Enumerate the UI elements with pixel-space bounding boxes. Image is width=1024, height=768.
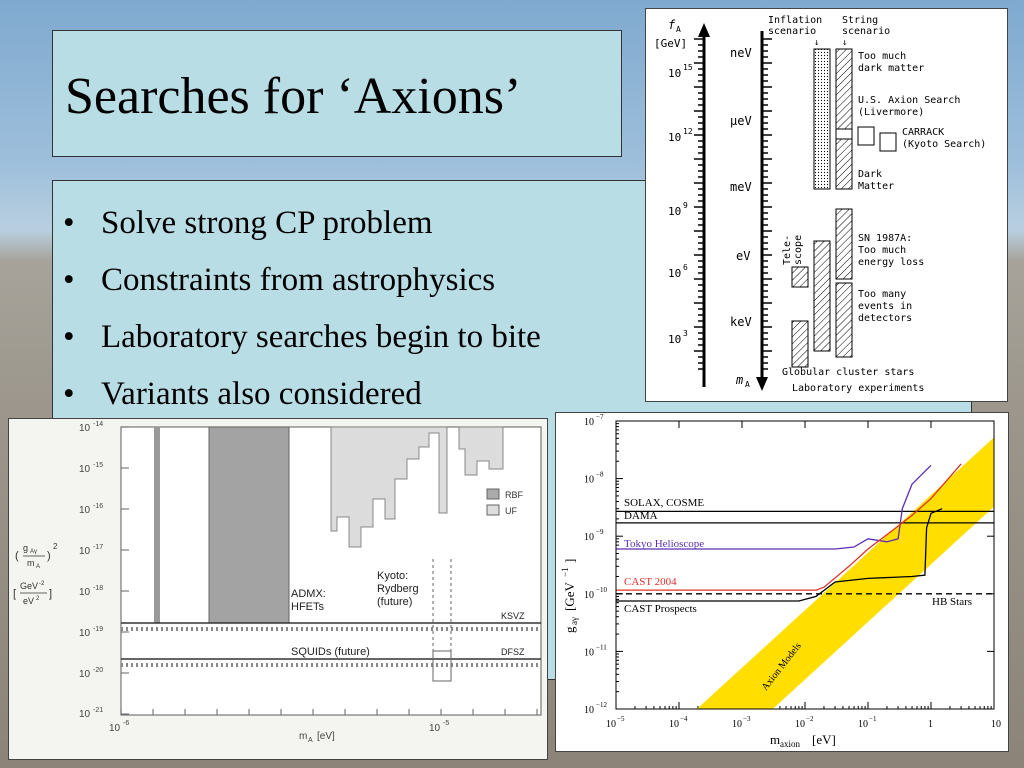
axion-models-band — [679, 420, 1008, 751]
admx-excluded-region — [209, 427, 289, 623]
mass-tick: meV — [730, 180, 752, 194]
fa-axis-sub: A — [676, 25, 681, 34]
svg-text:g: g — [562, 626, 577, 633]
us-search-box — [836, 129, 852, 139]
ma-axis-label: m — [736, 373, 744, 387]
range-labels — [782, 51, 986, 394]
mass-tick: keV — [730, 315, 752, 329]
legend-uf-swatch — [487, 505, 499, 515]
y-tick: 10 — [79, 546, 91, 557]
y-tick-exp: -15 — [93, 462, 104, 469]
cast-y-tick-labels — [584, 413, 607, 716]
svg-text:[: [ — [13, 588, 17, 600]
y-tick-exp: -20 — [93, 667, 104, 674]
legend-uf-label: UF — [505, 506, 517, 516]
svg-text:m: m — [27, 558, 35, 568]
y-tick-label: 10 — [584, 647, 594, 659]
fa-tick-exp: 15 — [683, 63, 693, 72]
telescope-bar — [792, 267, 808, 287]
label-solax: SOLAX, COSME — [624, 497, 705, 509]
bullet-item: • Constraints from astrophysics — [63, 252, 541, 309]
sn1987a-bar — [836, 209, 852, 279]
lab-bar — [792, 321, 808, 367]
carrack-box-b — [880, 133, 896, 151]
y-tick-exp: -21 — [93, 707, 104, 714]
label-carrack: (Kyoto Search) — [902, 139, 987, 150]
svg-text:(: ( — [15, 550, 19, 562]
label-us-search: (Livermore) — [858, 107, 925, 118]
coupling-diagram — [9, 419, 547, 759]
svg-text:−1: −1 — [560, 567, 570, 577]
label-too-much-dm: dark matter — [858, 63, 925, 74]
legend-rbf-swatch — [487, 489, 499, 499]
label-too-many: events in — [858, 301, 913, 312]
mass-tick-labels — [730, 46, 752, 329]
cast-x-tick-labels — [606, 715, 1001, 730]
label-telescope: scope — [793, 234, 804, 265]
label-string: String — [842, 15, 879, 26]
svg-text:eV: eV — [23, 596, 35, 606]
svg-text:GeV: GeV — [20, 581, 39, 591]
label-too-many: detectors — [858, 313, 913, 324]
y-tick: 10 — [79, 669, 91, 680]
x-tick-label: 10 — [991, 719, 1001, 730]
svg-text:A: A — [36, 564, 41, 570]
ma-axis-arrow-icon — [756, 377, 768, 391]
label-us-search: U.S. Axion Search — [858, 95, 961, 106]
y-tick: 10 — [79, 464, 91, 475]
fa-tick-exp: 3 — [683, 329, 688, 338]
y-tick-exp: −11 — [596, 643, 607, 652]
y-tick-label: 10 — [584, 705, 594, 716]
svg-text:Aγ: Aγ — [30, 549, 38, 555]
label-sn1987a: energy loss — [858, 257, 925, 268]
mass-tick: eV — [736, 249, 751, 263]
label-dark-matter: Dark — [858, 169, 883, 180]
label-too-much-dm: Too much — [858, 51, 907, 62]
x-tick-exp: −2 — [806, 715, 814, 723]
fa-tick: 10 — [668, 67, 682, 80]
bullet-dot-icon: • — [63, 376, 75, 412]
label-admx: HFETs — [291, 601, 324, 613]
y-tick: 10 — [79, 505, 91, 516]
string-range-bar — [836, 49, 852, 189]
y-tick-exp: -17 — [93, 544, 104, 551]
cast-y-axis-title — [560, 559, 579, 633]
y-tick: 10 — [79, 709, 91, 720]
y-tick-label: 10 — [584, 417, 594, 428]
bullet-item: • Variants also considered — [63, 366, 541, 423]
svg-text:axion: axion — [780, 739, 800, 749]
svg-text:]: ] — [562, 558, 577, 563]
y-tick: 10 — [79, 423, 91, 434]
svg-text:-2: -2 — [39, 581, 45, 587]
title-box — [52, 30, 622, 157]
svg-text:[eV]: [eV] — [812, 732, 836, 747]
label-kyoto: Kyoto: — [377, 570, 409, 582]
slide-title: Searches for ‘Axions’ — [65, 68, 522, 125]
down-arrow-icon: ↓ — [814, 38, 820, 48]
svg-text:m: m — [299, 731, 308, 742]
legend-rbf-label: RBF — [505, 490, 523, 500]
x-tick-label: 1 — [928, 719, 933, 730]
y-tick-exp: −12 — [596, 701, 607, 709]
fa-axis-symbol: f — [668, 18, 676, 32]
ma-axis-sub: A — [745, 380, 750, 389]
fa-axis-arrow-icon — [698, 23, 710, 37]
cast-x-axis-title — [770, 732, 836, 749]
x-tick-exp: −1 — [869, 715, 877, 723]
label-dfsz: DFSZ — [501, 647, 525, 657]
svg-text:[eV]: [eV] — [317, 731, 335, 742]
label-dark-matter: Matter — [858, 181, 895, 192]
fa-tick-exp: 6 — [683, 263, 688, 272]
label-cast2004: CAST 2004 — [624, 576, 677, 588]
globular-bar — [814, 241, 830, 351]
svg-text:m: m — [770, 732, 781, 747]
bullet-item: • Solve strong CP problem — [63, 195, 541, 252]
y-tick-exp: −9 — [596, 528, 604, 537]
x-tick: 10 — [109, 723, 121, 734]
label-too-many: Too many — [858, 289, 907, 300]
label-dama: DAMA — [624, 510, 658, 522]
carrack-box-a — [858, 127, 874, 145]
excluded-strip — [154, 427, 160, 623]
y-tick-label: 10 — [584, 532, 594, 544]
svg-text:[GeV: [GeV — [562, 582, 577, 611]
inflation-range-bar — [814, 49, 830, 189]
y-tick-exp: −10 — [596, 585, 607, 594]
label-carrack: CARRACK — [902, 127, 945, 138]
x-tick-label: 10 — [669, 719, 679, 730]
bullet-dot-icon: • — [63, 262, 75, 298]
svg-text:2: 2 — [53, 542, 58, 551]
y-tick-exp: −7 — [596, 413, 604, 421]
y-tick-label: 10 — [584, 474, 594, 486]
bullet-dot-icon: • — [63, 319, 75, 355]
x-tick-label: 10 — [858, 719, 868, 730]
x-tick-exp: -5 — [443, 720, 450, 727]
label-kyoto: Rydberg — [377, 583, 419, 595]
svg-text:aγ: aγ — [569, 617, 579, 625]
fa-axis-unit: [GeV] — [654, 37, 688, 50]
scenario-headers — [768, 15, 890, 48]
mass-tick: neV — [730, 46, 752, 60]
x-tick-label: 10 — [732, 719, 742, 730]
cast-limits-chart — [555, 412, 1009, 752]
y-tick-exp: -14 — [93, 421, 104, 428]
label-axion-models: Axion Models — [759, 640, 804, 693]
y-tick-exp: −8 — [596, 470, 604, 479]
label-inflation: Inflation — [768, 15, 823, 26]
fa-tick: 10 — [668, 131, 682, 144]
y-tick: 10 — [79, 628, 91, 639]
bullet-list — [63, 195, 541, 423]
ranges-diagram — [646, 9, 1007, 401]
x-tick-label: 10 — [795, 719, 805, 730]
bullet-dot-icon: • — [63, 205, 75, 241]
svg-text:): ) — [47, 550, 51, 562]
label-sn1987a: SN 1987A: — [858, 233, 913, 244]
fa-tick-labels — [668, 63, 693, 346]
y-tick-exp: -19 — [93, 626, 104, 633]
svg-text:2: 2 — [36, 596, 40, 602]
fa-tick: 10 — [668, 205, 682, 218]
x-tick-exp: −4 — [680, 715, 688, 723]
svg-text:g: g — [23, 543, 29, 553]
fa-tick: 10 — [668, 267, 682, 280]
label-squids: SQUIDs (future) — [291, 646, 370, 658]
label-hb-stars: HB Stars — [932, 596, 973, 608]
down-arrow-icon: ↓ — [842, 38, 848, 48]
y-tick-label: 10 — [584, 589, 594, 601]
axion-ranges-figure — [645, 8, 1008, 402]
x-tick: 10 — [429, 723, 441, 734]
label-cast-prospects: CAST Prospects — [624, 603, 697, 615]
fa-tick-exp: 12 — [683, 127, 693, 136]
bullet-item: • Laboratory searches begin to bite — [63, 309, 541, 366]
label-telescope: Tele- — [782, 234, 793, 265]
x-tick-label: 10 — [606, 719, 616, 730]
label-globular: Globular cluster stars — [782, 367, 915, 378]
mass-tick: μeV — [730, 114, 752, 128]
coupling-exclusion-figure — [8, 418, 548, 760]
x-tick-exp: −3 — [743, 715, 751, 723]
label-ksvz: KSVZ — [501, 611, 525, 621]
x-tick-exp: -6 — [123, 720, 130, 727]
detectors-bar — [836, 283, 852, 357]
label-kyoto: (future) — [377, 596, 413, 608]
fa-tick-exp: 9 — [683, 201, 688, 210]
svg-text:]: ] — [49, 588, 53, 600]
y-tick-exp: -16 — [93, 503, 104, 510]
label-admx: ADMX: — [291, 588, 326, 600]
y-tick: 10 — [79, 587, 91, 598]
label-sn1987a: Too much — [858, 245, 907, 256]
label-string: scenario — [842, 26, 891, 37]
svg-text:A: A — [308, 737, 313, 744]
cast-chart-svg — [556, 413, 1008, 751]
label-inflation: scenario — [768, 26, 817, 37]
x-tick-exp: −5 — [617, 715, 625, 723]
y-tick-exp: -18 — [93, 585, 104, 592]
fa-tick: 10 — [668, 333, 682, 346]
label-lab: Laboratory experiments — [792, 383, 925, 394]
label-tokyo: Tokyo Helioscope — [624, 538, 705, 550]
